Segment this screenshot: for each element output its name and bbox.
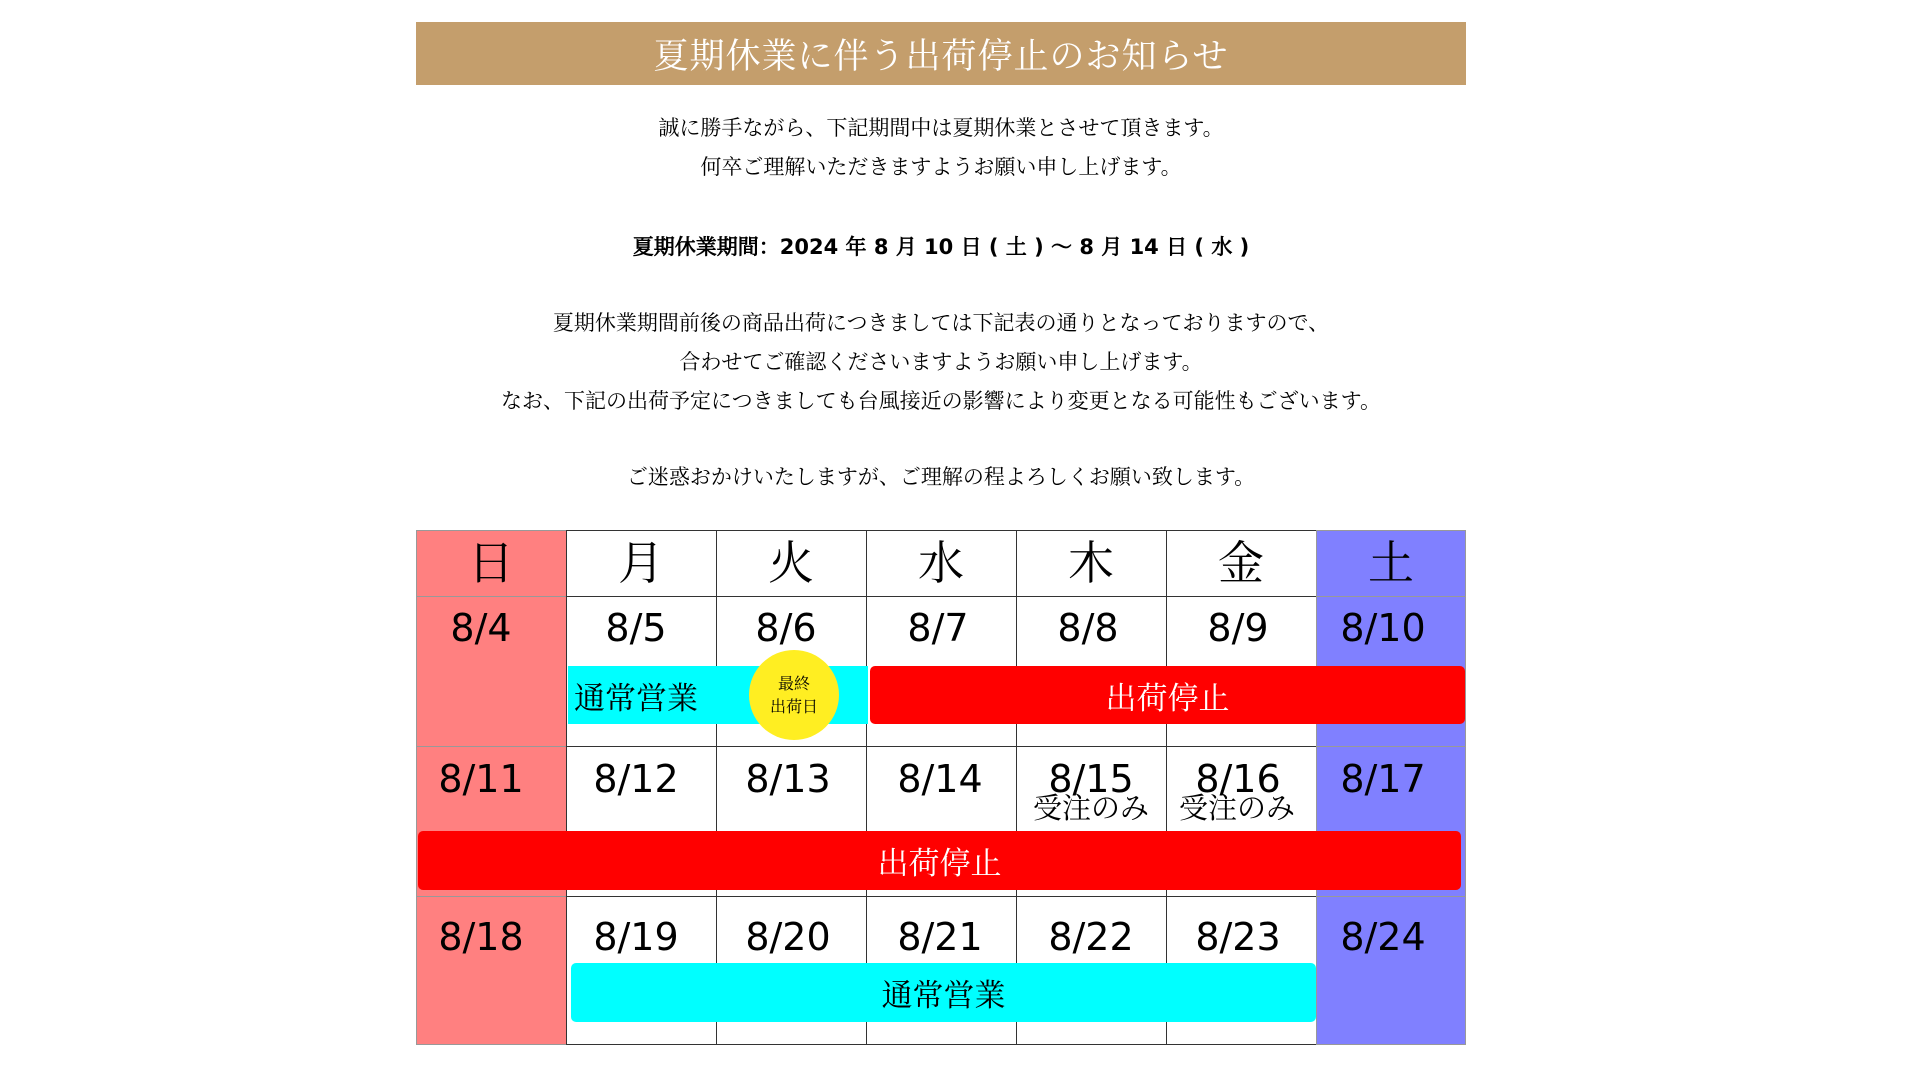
weekday-fri: 金 [1218, 536, 1264, 590]
closing-line: ご迷惑おかけいたしますが、ご理解の程よろしくお願い致します。 [626, 465, 1256, 489]
date-label: 8/11 [438, 757, 524, 801]
shipping-calendar [416, 530, 1466, 1045]
detail-line-2: 合わせてご確認くださいますようお願い申し上げます。 [679, 350, 1203, 374]
date-label: 8/10 [1340, 606, 1426, 650]
weekday-tue: 火 [768, 536, 814, 590]
band-label: 通常営業 [574, 680, 698, 717]
weekday-thu: 木 [1068, 536, 1114, 590]
normal-business-band-week3 [571, 963, 1316, 1022]
intro-line-1: 誠に勝手ながら、下記期間中は夏期休業とさせて頂きます。 [658, 116, 1224, 140]
date-label: 8/5 [605, 606, 667, 650]
detail-paragraph [416, 304, 1466, 421]
date-label: 8/12 [593, 757, 679, 801]
weekday-wed: 水 [918, 536, 964, 590]
date-label: 8/6 [755, 606, 817, 650]
date-label: 8/21 [897, 915, 983, 959]
intro-line-2: 何卒ご理解いただきますようお願い申し上げます。 [700, 155, 1182, 179]
date-label: 8/22 [1048, 915, 1134, 959]
date-label: 8/7 [907, 606, 969, 650]
band-label: 通常営業 [881, 978, 1006, 1014]
date-label: 8/4 [450, 606, 512, 650]
date-label: 8/13 [745, 757, 831, 801]
date-label: 8/19 [593, 915, 679, 959]
band-label: 出荷停止 [1105, 680, 1230, 717]
orders-only-note: 受注のみ [1178, 791, 1295, 825]
date-label: 8/23 [1195, 915, 1281, 959]
badge-line-1: 最終 [777, 674, 810, 693]
date-label: 8/14 [897, 757, 983, 801]
date-label: 8/8 [1057, 606, 1119, 650]
badge-line-2: 出荷日 [769, 697, 818, 716]
last-shipping-day-badge [749, 650, 839, 740]
date-label: 8/17 [1340, 757, 1426, 801]
date-label: 8/15 [1048, 757, 1134, 801]
weekday-sat: 土 [1368, 536, 1414, 590]
holiday-period: 夏期休業期間：2024 年 8 月 10 日 ( 土 ) 〜 8 月 14 日 ( 水 ) [632, 235, 1250, 259]
orders-only-note: 受注のみ [1032, 791, 1149, 825]
notice-title-bar [416, 22, 1466, 85]
shipping-stop-band-week1 [870, 666, 1465, 724]
detail-line-1: 夏期休業期間前後の商品出荷につきましては下記表の通りとなっておりますので、 [552, 311, 1330, 335]
band-label: 出荷停止 [877, 846, 1002, 882]
detail-line-3: なお、下記の出荷予定につきましても台風接近の影響により変更となる可能性もございます。 [501, 389, 1381, 413]
date-label: 8/18 [438, 915, 524, 959]
closing-paragraph [416, 458, 1466, 497]
weekday-mon: 月 [618, 536, 664, 590]
weekday-sun: 日 [468, 536, 514, 590]
date-label: 8/9 [1207, 606, 1269, 650]
date-label: 8/24 [1340, 915, 1426, 959]
shipping-stop-band-week2 [418, 831, 1461, 890]
intro-paragraph [416, 109, 1466, 187]
notice-title: 夏期休業に伴う出荷停止のお知らせ [653, 36, 1229, 77]
date-label: 8/16 [1195, 757, 1281, 801]
date-label: 8/20 [745, 915, 831, 959]
